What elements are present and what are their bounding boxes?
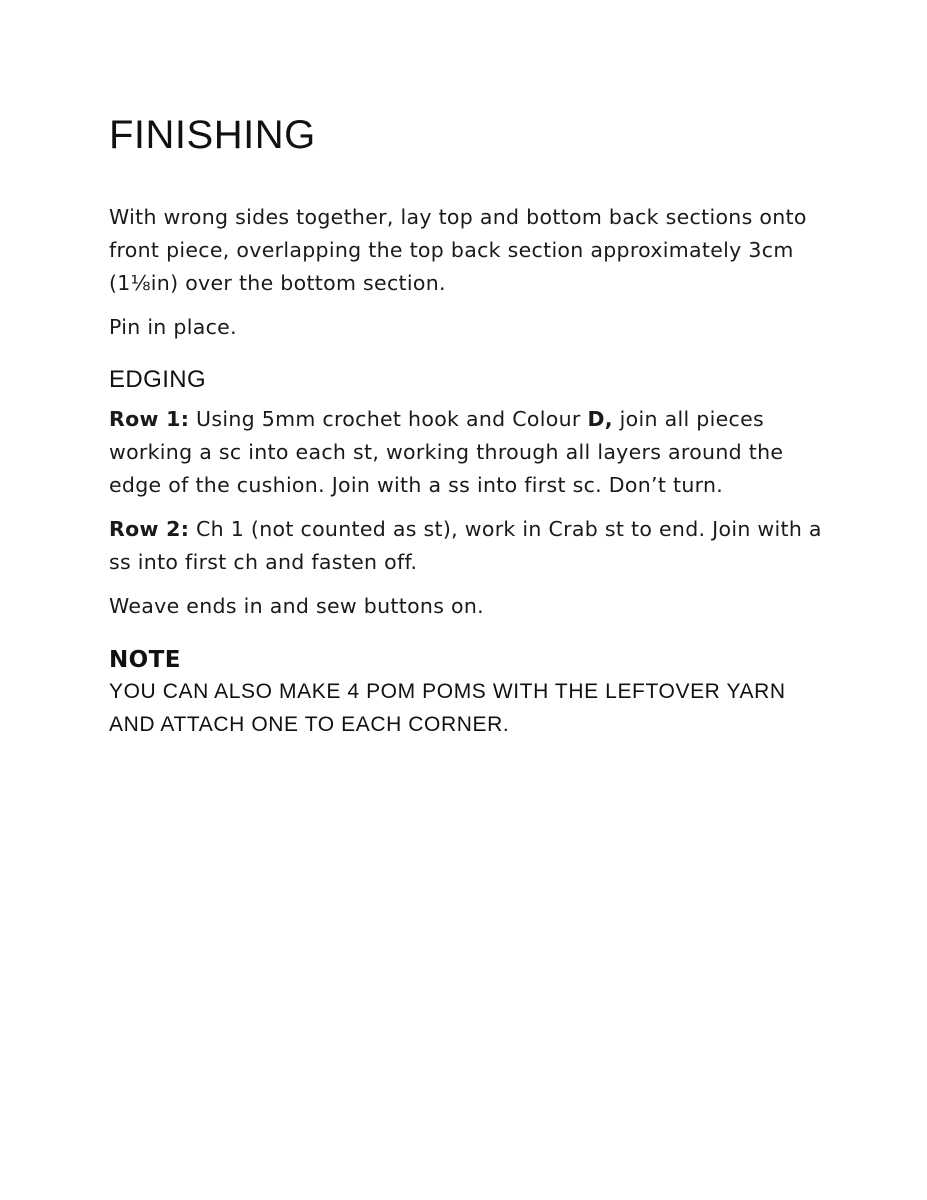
row-1-label: Row 1: bbox=[109, 407, 190, 431]
page-content bbox=[109, 112, 829, 741]
row-1-instruction bbox=[109, 403, 829, 502]
intro-paragraph: With wrong sides together, lay top and bottom back sections onto front piece, overlapping the top back section approximately 3cm (1⅛in) over the bottom section. bbox=[109, 205, 807, 295]
page-title: FINISHING bbox=[109, 113, 316, 157]
row-2-label: Row 2: bbox=[109, 517, 190, 541]
note-text: YOU CAN ALSO MAKE 4 POM POMS WITH THE LEFTOVER YARN AND ATTACH ONE TO EACH CORNER. bbox=[109, 680, 786, 736]
edging-heading: EDGING bbox=[109, 366, 207, 393]
row-1-colour: D, bbox=[587, 407, 613, 431]
weave-paragraph: Weave ends in and sew buttons on. bbox=[109, 594, 484, 618]
pin-paragraph: Pin in place. bbox=[109, 315, 237, 339]
row-1-text-end: join all pieces working a sc into each st, working through all layers around the edge of the cushion. Join with a ss into first sc. Don’t turn. bbox=[109, 407, 784, 497]
row-2-text: Ch 1 (not counted as st), work in Crab st to end. Join with a ss into first ch and fasten off. bbox=[109, 517, 822, 574]
note-heading: NOTE bbox=[109, 647, 181, 673]
row-1-text-start: Using 5mm crochet hook and Colour bbox=[189, 407, 588, 431]
row-2-instruction bbox=[109, 513, 829, 579]
